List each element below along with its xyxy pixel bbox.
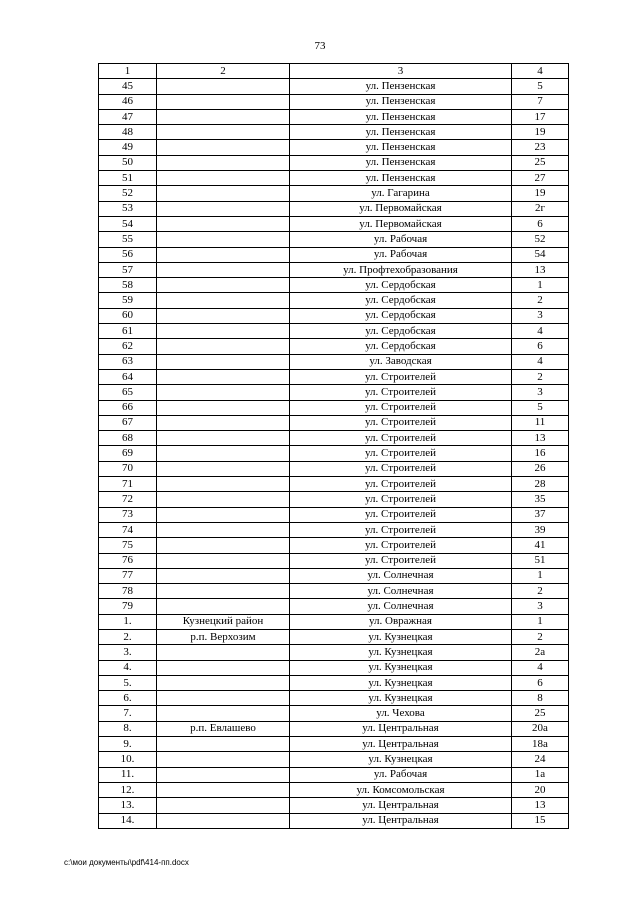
cell-district: [157, 645, 290, 660]
cell-house: 37: [512, 507, 569, 522]
table-row: [99, 201, 569, 216]
table-row: [99, 232, 569, 247]
cell-number: 48: [99, 125, 157, 140]
cell-district: [157, 247, 290, 262]
cell-street: ул. Комсомольская: [290, 782, 512, 797]
footer-file-path: c:\мои документы\pdf\414-пп.docx: [64, 858, 189, 867]
cell-number: 49: [99, 140, 157, 155]
cell-number: 5.: [99, 675, 157, 690]
cell-street: ул. Кузнецкая: [290, 675, 512, 690]
table-row: [99, 737, 569, 752]
header-cell-district: 2: [157, 64, 290, 79]
cell-street: ул. Сердобская: [290, 339, 512, 354]
cell-house: 54: [512, 247, 569, 262]
table-row: [99, 629, 569, 644]
table-row: [99, 584, 569, 599]
table-header-row: [99, 64, 569, 79]
cell-district: [157, 538, 290, 553]
cell-district: [157, 415, 290, 430]
table-row: [99, 247, 569, 262]
cell-district: [157, 813, 290, 828]
cell-number: 13.: [99, 798, 157, 813]
cell-street: ул. Рабочая: [290, 767, 512, 782]
cell-street: ул. Сердобская: [290, 308, 512, 323]
cell-district: [157, 140, 290, 155]
cell-house: 13: [512, 431, 569, 446]
cell-street: ул. Кузнецкая: [290, 645, 512, 660]
cell-street: ул. Первомайская: [290, 216, 512, 231]
cell-district: [157, 461, 290, 476]
cell-district: [157, 660, 290, 675]
table-row: [99, 538, 569, 553]
cell-house: 16: [512, 446, 569, 461]
cell-district: [157, 798, 290, 813]
header-cell-street: 3: [290, 64, 512, 79]
cell-number: 8.: [99, 721, 157, 736]
cell-district: [157, 339, 290, 354]
cell-house: 3: [512, 599, 569, 614]
cell-district: [157, 522, 290, 537]
cell-number: 54: [99, 216, 157, 231]
cell-house: 6: [512, 675, 569, 690]
cell-street: ул. Рабочая: [290, 247, 512, 262]
cell-house: 2: [512, 629, 569, 644]
cell-house: 2: [512, 293, 569, 308]
cell-street: ул. Профтехобразования: [290, 262, 512, 277]
table-row: [99, 614, 569, 629]
cell-house: 13: [512, 262, 569, 277]
cell-district: [157, 599, 290, 614]
table-row: [99, 339, 569, 354]
cell-number: 68: [99, 431, 157, 446]
cell-street: ул. Строителей: [290, 431, 512, 446]
cell-number: 1.: [99, 614, 157, 629]
cell-number: 63: [99, 354, 157, 369]
cell-street: ул. Солнечная: [290, 584, 512, 599]
cell-district: [157, 155, 290, 170]
cell-house: 19: [512, 186, 569, 201]
cell-number: 58: [99, 278, 157, 293]
table-row: [99, 660, 569, 675]
cell-house: 2: [512, 369, 569, 384]
cell-number: 11.: [99, 767, 157, 782]
cell-street: ул. Пензенская: [290, 171, 512, 186]
cell-house: 11: [512, 415, 569, 430]
cell-street: ул. Строителей: [290, 553, 512, 568]
cell-number: 74: [99, 522, 157, 537]
cell-street: ул. Пензенская: [290, 140, 512, 155]
table-row: [99, 706, 569, 721]
cell-street: ул. Строителей: [290, 538, 512, 553]
cell-house: 1: [512, 568, 569, 583]
cell-street: ул. Сердобская: [290, 293, 512, 308]
cell-street: ул. Строителей: [290, 507, 512, 522]
header-cell-number: 1: [99, 64, 157, 79]
cell-number: 12.: [99, 782, 157, 797]
cell-district: [157, 477, 290, 492]
cell-district: [157, 186, 290, 201]
table-row: [99, 599, 569, 614]
cell-number: 75: [99, 538, 157, 553]
cell-street: ул. Кузнецкая: [290, 660, 512, 675]
cell-district: р.п. Евлашево: [157, 721, 290, 736]
cell-district: [157, 201, 290, 216]
table-row: [99, 125, 569, 140]
cell-district: [157, 293, 290, 308]
cell-house: 52: [512, 232, 569, 247]
cell-street: ул. Строителей: [290, 369, 512, 384]
cell-street: ул. Центральная: [290, 737, 512, 752]
cell-number: 71: [99, 477, 157, 492]
page-number: 73: [314, 40, 326, 52]
cell-district: [157, 752, 290, 767]
cell-street: ул. Строителей: [290, 477, 512, 492]
cell-district: [157, 568, 290, 583]
cell-number: 59: [99, 293, 157, 308]
table-row: [99, 492, 569, 507]
cell-street: ул. Первомайская: [290, 201, 512, 216]
cell-district: [157, 125, 290, 140]
cell-district: [157, 507, 290, 522]
cell-district: [157, 232, 290, 247]
cell-house: 4: [512, 324, 569, 339]
cell-district: [157, 431, 290, 446]
cell-number: 62: [99, 339, 157, 354]
cell-street: ул. Пензенская: [290, 79, 512, 94]
table-row: [99, 369, 569, 384]
cell-number: 9.: [99, 737, 157, 752]
table-row: [99, 431, 569, 446]
table-row: [99, 278, 569, 293]
cell-house: 3: [512, 308, 569, 323]
cell-street: ул. Гагарина: [290, 186, 512, 201]
table-row: [99, 385, 569, 400]
cell-number: 3.: [99, 645, 157, 660]
cell-street: ул. Строителей: [290, 400, 512, 415]
table-row: [99, 782, 569, 797]
cell-district: [157, 446, 290, 461]
cell-house: 5: [512, 79, 569, 94]
cell-house: 20а: [512, 721, 569, 736]
cell-district: [157, 584, 290, 599]
cell-number: 6.: [99, 691, 157, 706]
cell-number: 66: [99, 400, 157, 415]
cell-street: ул. Пензенская: [290, 125, 512, 140]
cell-house: 3: [512, 385, 569, 400]
cell-house: 28: [512, 477, 569, 492]
cell-house: 5: [512, 400, 569, 415]
cell-street: ул. Строителей: [290, 385, 512, 400]
cell-district: [157, 737, 290, 752]
cell-district: [157, 171, 290, 186]
cell-street: ул. Сердобская: [290, 324, 512, 339]
table-row: [99, 171, 569, 186]
cell-number: 73: [99, 507, 157, 522]
cell-district: [157, 385, 290, 400]
cell-street: ул. Центральная: [290, 813, 512, 828]
cell-district: [157, 691, 290, 706]
table-row: [99, 691, 569, 706]
cell-district: [157, 675, 290, 690]
cell-district: [157, 492, 290, 507]
table-row: [99, 79, 569, 94]
cell-house: 20: [512, 782, 569, 797]
cell-house: 17: [512, 109, 569, 124]
table-row: [99, 293, 569, 308]
cell-street: ул. Чехова: [290, 706, 512, 721]
table-row: [99, 186, 569, 201]
cell-street: ул. Заводская: [290, 354, 512, 369]
cell-district: р.п. Верхозим: [157, 629, 290, 644]
cell-house: 6: [512, 216, 569, 231]
table-row: [99, 767, 569, 782]
table-row: [99, 813, 569, 828]
table-row: [99, 94, 569, 109]
cell-district: [157, 782, 290, 797]
cell-house: 4: [512, 354, 569, 369]
table-row: [99, 109, 569, 124]
cell-district: [157, 216, 290, 231]
cell-number: 55: [99, 232, 157, 247]
cell-number: 65: [99, 385, 157, 400]
cell-district: Кузнецкий район: [157, 614, 290, 629]
cell-street: ул. Пензенская: [290, 109, 512, 124]
cell-number: 10.: [99, 752, 157, 767]
cell-number: 4.: [99, 660, 157, 675]
table-row: [99, 477, 569, 492]
cell-house: 15: [512, 813, 569, 828]
table-body: [99, 64, 569, 829]
cell-number: 67: [99, 415, 157, 430]
cell-house: 2: [512, 584, 569, 599]
cell-number: 77: [99, 568, 157, 583]
cell-number: 78: [99, 584, 157, 599]
cell-street: ул. Строителей: [290, 415, 512, 430]
table-row: [99, 507, 569, 522]
cell-house: 26: [512, 461, 569, 476]
cell-number: 56: [99, 247, 157, 262]
cell-street: ул. Сердобская: [290, 278, 512, 293]
cell-district: [157, 278, 290, 293]
cell-street: ул. Строителей: [290, 522, 512, 537]
cell-house: 23: [512, 140, 569, 155]
table-row: [99, 446, 569, 461]
cell-street: ул. Строителей: [290, 461, 512, 476]
cell-number: 57: [99, 262, 157, 277]
cell-number: 76: [99, 553, 157, 568]
table-row: [99, 140, 569, 155]
cell-street: ул. Рабочая: [290, 232, 512, 247]
cell-street: ул. Центральная: [290, 798, 512, 813]
cell-house: 8: [512, 691, 569, 706]
cell-house: 1: [512, 614, 569, 629]
table-row: [99, 752, 569, 767]
table-row: [99, 568, 569, 583]
cell-number: 14.: [99, 813, 157, 828]
table-row: [99, 721, 569, 736]
cell-street: ул. Солнечная: [290, 599, 512, 614]
cell-number: 45: [99, 79, 157, 94]
header-cell-house: 4: [512, 64, 569, 79]
table-row: [99, 645, 569, 660]
cell-number: 79: [99, 599, 157, 614]
cell-district: [157, 553, 290, 568]
cell-house: 1а: [512, 767, 569, 782]
cell-house: 35: [512, 492, 569, 507]
cell-house: 2а: [512, 645, 569, 660]
cell-street: ул. Кузнецкая: [290, 629, 512, 644]
cell-district: [157, 400, 290, 415]
cell-number: 64: [99, 369, 157, 384]
cell-number: 72: [99, 492, 157, 507]
cell-house: 25: [512, 706, 569, 721]
cell-house: 19: [512, 125, 569, 140]
table-row: [99, 400, 569, 415]
cell-number: 50: [99, 155, 157, 170]
cell-number: 7.: [99, 706, 157, 721]
table-row: [99, 324, 569, 339]
cell-house: 24: [512, 752, 569, 767]
table-row: [99, 798, 569, 813]
cell-number: 70: [99, 461, 157, 476]
cell-house: 13: [512, 798, 569, 813]
table-row: [99, 155, 569, 170]
table-row: [99, 308, 569, 323]
cell-number: 69: [99, 446, 157, 461]
cell-street: ул. Кузнецкая: [290, 691, 512, 706]
cell-district: [157, 94, 290, 109]
cell-house: 41: [512, 538, 569, 553]
cell-district: [157, 324, 290, 339]
cell-house: 39: [512, 522, 569, 537]
cell-street: ул. Овражная: [290, 614, 512, 629]
cell-number: 46: [99, 94, 157, 109]
cell-street: ул. Строителей: [290, 446, 512, 461]
cell-district: [157, 706, 290, 721]
cell-house: 2г: [512, 201, 569, 216]
cell-street: ул. Центральная: [290, 721, 512, 736]
cell-district: [157, 308, 290, 323]
cell-street: ул. Строителей: [290, 492, 512, 507]
cell-house: 51: [512, 553, 569, 568]
cell-district: [157, 79, 290, 94]
cell-house: 6: [512, 339, 569, 354]
cell-number: 52: [99, 186, 157, 201]
cell-street: ул. Солнечная: [290, 568, 512, 583]
cell-number: 47: [99, 109, 157, 124]
cell-street: ул. Кузнецкая: [290, 752, 512, 767]
cell-district: [157, 767, 290, 782]
cell-district: [157, 354, 290, 369]
table-row: [99, 522, 569, 537]
cell-district: [157, 369, 290, 384]
cell-district: [157, 109, 290, 124]
cell-house: 27: [512, 171, 569, 186]
cell-house: 1: [512, 278, 569, 293]
cell-house: 7: [512, 94, 569, 109]
table-row: [99, 354, 569, 369]
table-row: [99, 675, 569, 690]
cell-house: 25: [512, 155, 569, 170]
table-row: [99, 262, 569, 277]
table-row: [99, 461, 569, 476]
address-table: [98, 63, 569, 829]
cell-street: ул. Пензенская: [290, 94, 512, 109]
table-row: [99, 553, 569, 568]
cell-number: 61: [99, 324, 157, 339]
cell-number: 53: [99, 201, 157, 216]
cell-house: 4: [512, 660, 569, 675]
cell-house: 18а: [512, 737, 569, 752]
table-row: [99, 415, 569, 430]
cell-number: 60: [99, 308, 157, 323]
cell-number: 2.: [99, 629, 157, 644]
cell-district: [157, 262, 290, 277]
cell-number: 51: [99, 171, 157, 186]
table-row: [99, 216, 569, 231]
cell-street: ул. Пензенская: [290, 155, 512, 170]
